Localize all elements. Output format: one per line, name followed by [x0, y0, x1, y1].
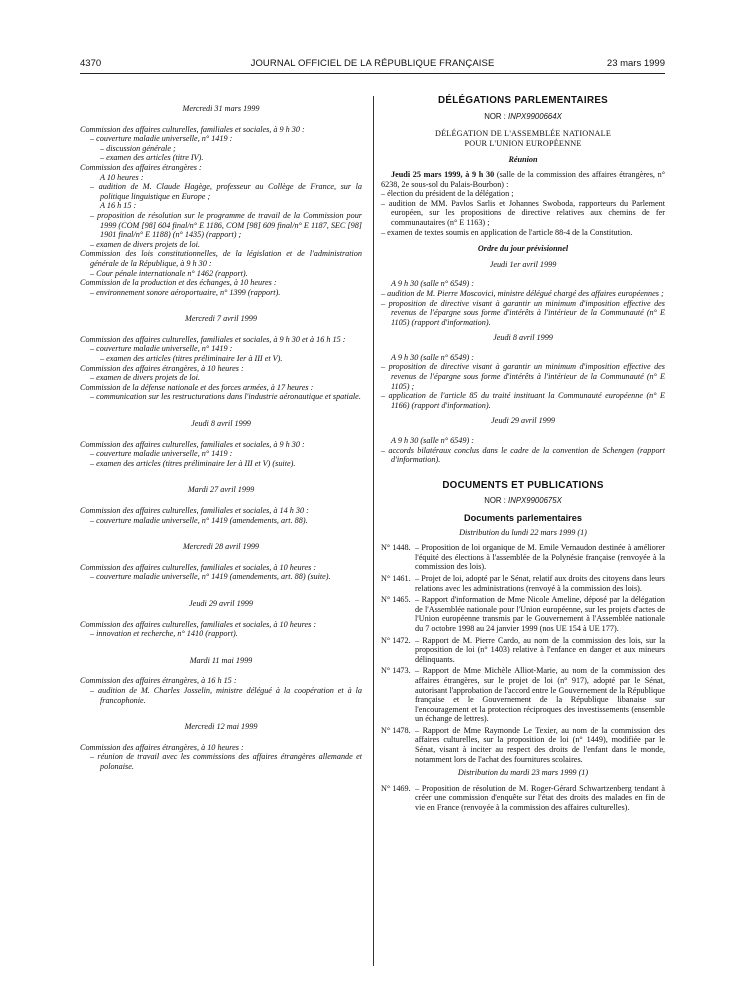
- date-heading: Jeudi 29 avril 1999: [189, 598, 253, 608]
- section-title-delegations: DÉLÉGATIONS PARLEMENTAIRES: [438, 95, 608, 106]
- page-header: [80, 58, 665, 72]
- document-item: [381, 666, 665, 724]
- document-list: [381, 543, 665, 764]
- document-item: [381, 574, 665, 593]
- left-column: [80, 96, 362, 772]
- date-heading: Jeudi 8 avril 1999: [191, 419, 251, 429]
- document-item: [381, 636, 665, 665]
- nor-label: NOR :: [484, 111, 506, 121]
- date-heading: Mercredi 31 mars 1999: [182, 104, 260, 113]
- document-number: N° 1478.: [381, 725, 411, 735]
- committee-heading: Commission des affaires étrangères :: [80, 162, 202, 172]
- document-text: – Proposition de résolution de M. Roger-Gérard Schwartzenberg tendant à créer une commission d'enquête sur l'état des droits des malades en fin de vie en France (renvoyée à la commission des affaires culturelles).: [415, 783, 665, 813]
- organization-name: POUR L'UNION EUROPÉENNE: [464, 138, 582, 148]
- document-text: – Rapport d'information de Mme Nicole Ameline, déposé par la délégation de l'Assemblée nationale pour l'Union européenne, sur les projets d'actes de l'Union européenne transmis par le Gouvernement à l'Assemblée nationale du 7 octobre 1998 au 24 janvier 1999 (nos UE 154 à UE 177).: [415, 595, 665, 633]
- date-heading: Mardi 27 avril 1999: [187, 485, 255, 495]
- agenda-subitem: – discussion générale ;: [100, 143, 176, 153]
- meeting-date: Jeudi 25 mars 1999, à 9 h 30: [391, 169, 495, 179]
- committee-heading: Commission des affaires étrangères, à 10 heures :: [80, 363, 244, 373]
- date-heading: Mercredi 12 mai 1999: [184, 722, 258, 732]
- subheading-reunion: Réunion: [508, 155, 538, 165]
- document-text: – Rapport de Mme Raymonde Le Texier, au nom de la commission des affaires culturelles, sur la proposition de loi (n° 1449), modifiée par le Sénat, visant à inciter au respect des droits de l'enfant dans le monde, notamment lors de l'achat des fournitures scolaires.: [415, 725, 665, 764]
- header-rule: [80, 73, 665, 74]
- committee-heading: Commission des affaires étrangères, à 16 h 15 :: [80, 676, 237, 686]
- page-number: 4370: [80, 58, 102, 69]
- column-divider: [373, 96, 374, 966]
- date-heading: Jeudi 8 avril 1999: [493, 333, 553, 343]
- agenda-item: – innovation et recherche, n° 1410 (rapport).: [90, 629, 238, 639]
- document-list: [381, 784, 665, 813]
- committee-heading: Commission de la défense nationale et des forces armées, à 17 heures :: [80, 382, 314, 392]
- agenda-item: – couverture maladie universelle, n° 1419 :: [90, 449, 233, 459]
- agenda-item: – Cour pénale internationale n° 1462 (rapport).: [90, 268, 248, 278]
- time-heading: A 9 h 30 (salle n° 6549) :: [391, 436, 474, 446]
- date-heading: Jeudi 29 avril 1999: [491, 416, 555, 426]
- subheading-ordre: Ordre du jour prévisionnel: [477, 244, 569, 254]
- agenda-item: – examen de divers projets de loi.: [90, 373, 200, 383]
- document-number: N° 1469.: [381, 783, 411, 793]
- issue-date: 23 mars 1999: [606, 58, 665, 69]
- time-heading: A 9 h 30 (salle n° 6549) :: [391, 352, 474, 362]
- distribution-heading: Distribution du mardi 23 mars 1999 (1): [457, 768, 589, 778]
- agenda-item: – accords bilatéraux conclus dans le cadre de la convention de Schengen (rapport d'information).: [381, 445, 665, 465]
- nor-id: INPX9900664X: [508, 111, 562, 121]
- document-text: – Proposition de loi organique de M. Emile Vernaudon destinée à améliorer l'équité des élections à l'assemblée de la Polynésie française (renvoyée à la commission des lois).: [415, 543, 665, 572]
- document-number: N° 1465.: [381, 595, 411, 605]
- document-text: – Rapport de Mme Michèle Alliot-Marie, au nom de la commission des affaires étrangères, sur le projet de loi (n° 917), adopté par le Sénat, autorisant l'approbation de l'accord entre le Gouvernement de la République française et le Gouvernement de la République libanaise sur l'encouragement et la protection réciproques des investissements (ensemble un échange de lettres).: [415, 666, 665, 724]
- agenda-subitem: – examen des articles (titres préliminaire Ier à III et V) (suite).: [90, 458, 296, 468]
- time-heading: A 10 heures :: [100, 172, 144, 182]
- committee-heading: Commission de la production et des échanges, à 10 heures :: [80, 278, 277, 288]
- document-number: N° 1473.: [381, 666, 411, 676]
- agenda-item: – proposition de résolution sur le programme de travail de la Commission pour 1999 (COM [98] 604 final/n° E 1186, COM [98] 609 final/n° E 1187, SEC [98] 1901 final/n° E 1188) (n° 1435) (rapport) ;: [90, 210, 362, 240]
- document-number: N° 1461.: [381, 573, 411, 583]
- agenda-item: – couverture maladie universelle, n° 1419 :: [90, 344, 233, 354]
- agenda-item: – proposition de directive visant à garantir un minimum d'imposition effective des revenus de l'épargne sous forme d'intérêts à l'intérieur de la Communauté (n° E 1105) (rapport d'information).: [381, 298, 665, 327]
- agenda-item: – audition de MM. Pavlos Sarlis et Johannes Swoboda, rapporteurs du Parlement européen, sur les propositions de directive relatives aux chemins de fer communautaires (n° E 1163) ;: [381, 198, 665, 227]
- document-text: – Rapport de M. Pierre Cardo, au nom de la commission des lois, sur la proposition de loi (n° 1403) relative à l'enfance en danger et aux mineurs délinquants.: [415, 635, 665, 664]
- committee-heading: Commission des affaires culturelles, familiales et sociales, à 14 h 30 :: [80, 506, 309, 515]
- document-number: N° 1472.: [381, 635, 411, 645]
- document-item: [381, 543, 665, 572]
- committee-heading: Commission des affaires étrangères, à 10 heures :: [80, 742, 244, 752]
- nor-id: INPX9900675X: [508, 496, 562, 506]
- agenda-item: – élection du président de la délégation ;: [381, 189, 514, 199]
- agenda-subitem: – examen des articles (titres préliminaire Ier à III et V).: [100, 354, 283, 364]
- subsection-title: Documents parlementaires: [464, 513, 582, 523]
- agenda-item: – audition de M. Pierre Moscovici, ministre délégué chargé des affaires européennes ;: [381, 288, 664, 298]
- document-item: [381, 726, 665, 764]
- right-column: [381, 96, 665, 815]
- agenda-item: – réunion de travail avec les commissions des affaires étrangères allemande et polonaise.: [90, 752, 362, 771]
- committee-heading: Commission des affaires culturelles, familiales et sociales, à 10 heures :: [80, 619, 317, 629]
- meeting-place: (salle de la commission des affaires étrangères, n° 6238, 2e sous-sol du Palais-Bourbon) :: [381, 169, 665, 189]
- date-heading: Mardi 11 mai 1999: [189, 655, 253, 665]
- agenda-item: – examen de textes soumis en application de l'article 88-4 de la Constitution.: [381, 227, 633, 237]
- agenda-item: – couverture maladie universelle, n° 1419 (amendements, art. 88) (suite).: [90, 572, 331, 582]
- agenda-item: – communication sur les restructurations dans l'industrie aéronautique et spatiale.: [90, 392, 361, 402]
- document-item: [381, 595, 665, 633]
- agenda-item: – audition de M. Claude Hagège, professeur au Collège de France, sur la politique linguistique en Europe ;: [90, 182, 362, 201]
- agenda-item: – couverture maladie universelle, n° 1419 (amendements, art. 88).: [90, 515, 308, 525]
- agenda-item: – audition de M. Charles Josselin, ministre délégué à la coopération et à la francophonie.: [90, 685, 362, 705]
- date-heading: Jeudi 1er avril 1999: [489, 259, 557, 269]
- committee-heading: Commission des affaires culturelles, familiales et sociales, à 9 h 30 :: [80, 439, 305, 449]
- agenda-item: – couverture maladie universelle, n° 1419 :: [90, 134, 233, 144]
- agenda-item: – proposition de directive visant à garantir un minimum d'imposition effective des revenus de l'épargne sous forme d'intérêts à l'intérieur de la Communauté (n° E 1105) ;: [381, 362, 665, 391]
- committee-heading: Commission des lois constitutionnelles, de la législation et de l'administration générale de la République, à 9 h 30 :: [80, 249, 362, 268]
- nor-reference: [381, 496, 665, 506]
- organization-name: DÉLÉGATION DE L'ASSEMBLÉE NATIONALE: [434, 129, 612, 139]
- section-title-documents: DOCUMENTS ET PUBLICATIONS: [442, 479, 604, 491]
- agenda-item: – application de l'article 85 du traité instituant la Communauté européenne (n° E 1166) (rapport d'information).: [381, 391, 665, 410]
- meeting-info: [381, 170, 665, 189]
- agenda-subitem: – examen des articles (titre IV).: [100, 153, 204, 163]
- document-text: – Projet de loi, adopté par le Sénat, relatif aux droits des citoyens dans leurs relations avec les administrations (renvoyé à la commission des lois).: [415, 573, 665, 593]
- date-heading: Mercredi 28 avril 1999: [182, 542, 260, 552]
- time-heading: A 16 h 15 :: [100, 201, 137, 211]
- nor-reference: [381, 112, 665, 122]
- nor-label: NOR :: [484, 496, 506, 506]
- date-heading: Mercredi 7 avril 1999: [185, 314, 257, 324]
- document-number: N° 1448.: [381, 543, 411, 553]
- committee-heading: Commission des affaires culturelles, familiales et sociales, à 9 h 30 :: [80, 124, 305, 134]
- distribution-heading: Distribution du lundi 22 mars 1999 (1): [459, 527, 587, 537]
- committee-heading: Commission des affaires culturelles, familiales et sociales, à 10 heures :: [80, 562, 317, 572]
- agenda-item: – environnement sonore aéroportuaire, n° 1399 (rapport).: [90, 287, 281, 297]
- document-item: [381, 784, 665, 813]
- time-heading: A 9 h 30 (salle n° 6549) :: [391, 279, 474, 289]
- committee-heading: Commission des affaires culturelles, familiales et sociales, à 9 h 30 et à 16 h 15 :: [80, 334, 346, 344]
- journal-title: JOURNAL OFFICIEL DE LA RÉPUBLIQUE FRANÇAISE: [250, 58, 495, 69]
- agenda-item: – examen de divers projets de loi.: [90, 239, 200, 249]
